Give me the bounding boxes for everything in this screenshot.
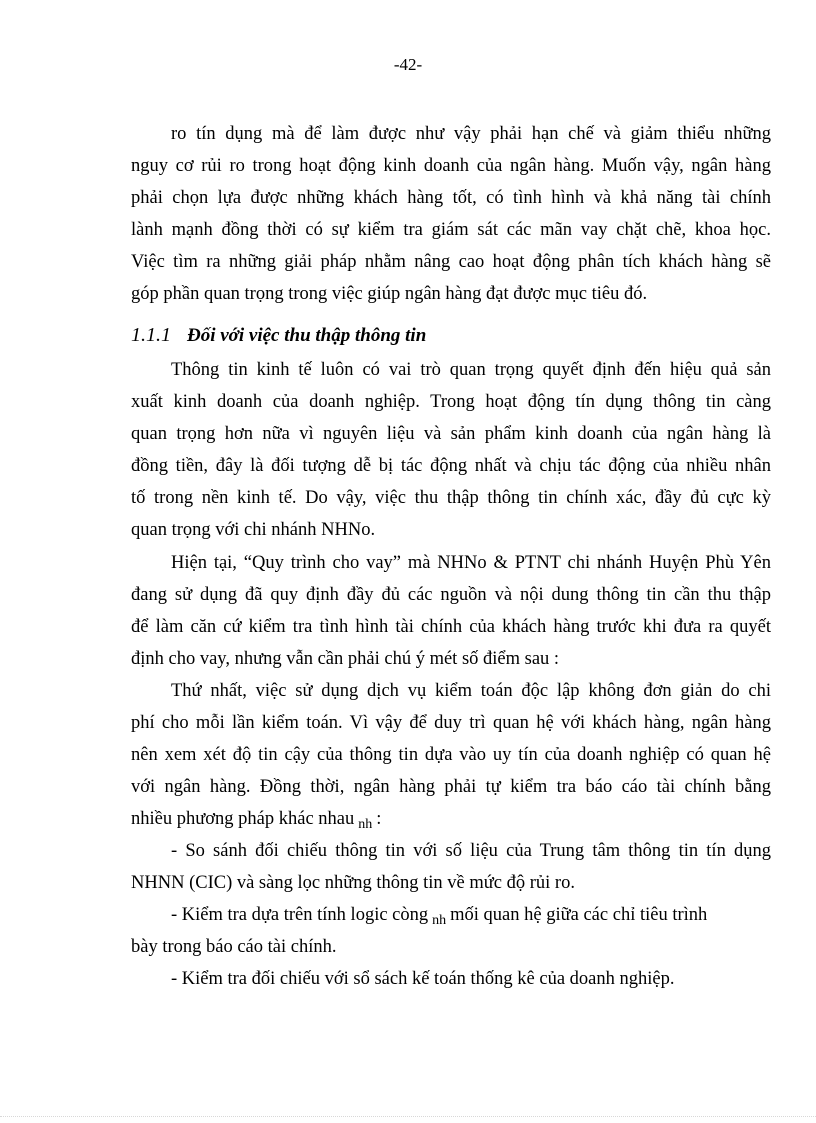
text-fragment: :	[376, 809, 382, 829]
text-line: đang sử dụng đã quy định đầy đủ các nguồn và nội dung thông tin cần thu thập	[131, 585, 771, 605]
text-line: ro tín dụng mà để làm được như vậy phải hạn chế và giảm thiểu những	[171, 124, 771, 144]
text-line: đồng tiền, đây là đối tượng dễ bị tác động nhất và chịu tác động của nhiều nhân	[131, 456, 771, 476]
paragraph-2	[131, 354, 771, 546]
section-number: 1.1.1	[131, 324, 171, 346]
stray-mark: nh	[358, 817, 373, 832]
text-line: nên xem xét độ tin cậy của thông tin dựa vào uy tín của doanh nghiệp có quan hệ	[131, 745, 771, 765]
text-line: Hiện tại, “Quy trình cho vay” mà NHNo & PTNT chi nhánh Huyện Phù Yên	[171, 553, 771, 573]
paragraph-4	[131, 675, 771, 835]
text-line: - So sánh đối chiếu thông tin với số liệu của Trung tâm thông tin tín dụng	[171, 841, 771, 861]
text-line: tố trong nền kinh tế. Do vậy, việc thu thập thông tin chính xác, đầy đủ cực kỳ	[131, 488, 771, 508]
text-line: với ngân hàng. Đồng thời, ngân hàng phải tự kiểm tra báo cáo tài chính bằng	[131, 777, 771, 797]
text-line: để làm căn cứ kiểm tra tình hình tài chính của khách hàng trước khi đưa ra quyết	[131, 617, 771, 637]
text-line: phí cho mỗi lần kiểm toán. Vì vậy để duy trì quan hệ với khách hàng, ngân hàng	[131, 713, 771, 733]
text-fragment: - Kiểm tra dựa trên tính logic còng	[171, 905, 429, 925]
text-line: - Kiểm tra đối chiếu với sổ sách kế toán thống kê của doanh nghiệp.	[171, 969, 675, 989]
text-line	[131, 899, 771, 931]
stray-mark: nh	[432, 913, 447, 928]
text-line: NHNN (CIC) và sàng lọc những thông tin về mức độ rủi ro.	[131, 873, 575, 893]
text-line	[131, 803, 771, 835]
text-line: nguy cơ rủi ro trong hoạt động kinh doanh của ngân hàng. Muốn vậy, ngân hàng	[131, 156, 771, 176]
text-line: quan trọng hơn nữa vì nguyên liệu và sản phẩm kinh doanh của ngân hàng là	[131, 424, 771, 444]
page-number: -42-	[393, 55, 423, 74]
section-heading	[131, 320, 426, 351]
page-bottom-border	[0, 1116, 816, 1117]
text-fragment: mối quan hệ giữa các chỉ tiêu trình	[450, 905, 708, 925]
text-line: lành mạnh đồng thời có sự kiểm tra giám sát các mãn vay chặt chẽ, khoa học.	[131, 220, 771, 240]
text-line: phải chọn lựa được những khách hàng tốt, có tình hình và khả năng tài chính	[131, 188, 771, 208]
text-line: quan trọng với chi nhánh NHNo.	[131, 520, 376, 540]
section-title: Đối với việc thu thập thông tin	[187, 325, 427, 346]
text-line: Thứ nhất, việc sử dụng dịch vụ kiểm toán độc lập không đơn giản do chi	[171, 681, 771, 701]
paragraph-1	[131, 118, 771, 310]
bullet-item-3	[131, 963, 771, 995]
bullet-item-2	[131, 899, 771, 963]
text-fragment: nhiều phương pháp khác nhau	[131, 809, 355, 829]
bullet-item-1	[131, 835, 771, 899]
text-line: bày trong báo cáo tài chính.	[131, 937, 337, 957]
paragraph-3	[131, 547, 771, 675]
text-line: Thông tin kinh tế luôn có vai trò quan trọng quyết định đến hiệu quả sản	[171, 360, 771, 380]
text-line: định cho vay, nhưng vẫn cần phải chú ý mét số điểm sau :	[131, 649, 560, 669]
text-line: góp phần quan trọng trong việc giúp ngân hàng đạt được mục tiêu đó.	[131, 284, 648, 304]
text-line: Việc tìm ra những giải pháp nhằm nâng cao hoạt động phân tích khách hàng sẽ	[131, 252, 771, 272]
text-line: xuất kinh doanh của doanh nghiệp. Trong hoạt động tín dụng thông tin càng	[131, 392, 771, 412]
